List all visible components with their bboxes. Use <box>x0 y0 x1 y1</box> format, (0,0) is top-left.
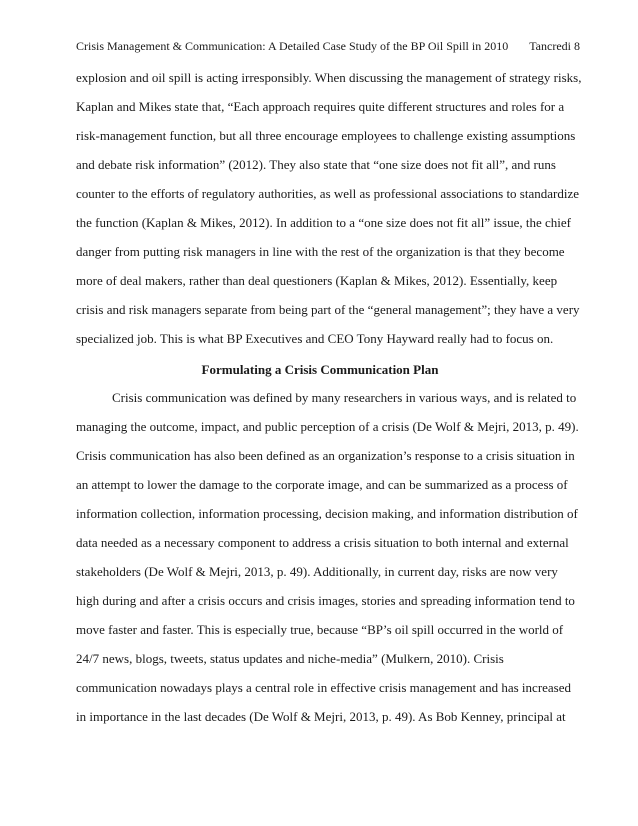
text-line: move faster and faster. This is especially true, because “BP’s oil spill occurred in the world of <box>76 622 564 637</box>
text-line: 24/7 news, blogs, tweets, status updates and niche-media” (Mulkern, 2010). Crisis <box>76 651 504 666</box>
text-line: high during and after a crisis occurs and crisis images, stories and spreading information tend to <box>76 593 575 608</box>
text-line: specialized job. This is what BP Executives and CEO Tony Hayward really had to focus on. <box>76 331 554 346</box>
text-line: crisis and risk managers separate from being part of the “general management”; they have a very <box>76 302 580 317</box>
text-line: Kaplan and Mikes state that, “Each approach requires quite different structures and roles for a <box>76 99 565 114</box>
text-line: stakeholders (De Wolf & Mejri, 2013, p. 49). Additionally, in current day, risks are now very <box>76 564 558 579</box>
text-line: managing the outcome, impact, and public perception of a crisis (De Wolf & Mejri, 2013, p. 49). <box>76 419 579 434</box>
text-line: in importance in the last decades (De Wolf & Mejri, 2013, p. 49). As Bob Kenney, principal at <box>76 709 566 724</box>
document-body <box>76 63 596 731</box>
text-line: counter to the efforts of regulatory authorities, as well as professional associations to standardize <box>76 186 580 201</box>
text-line: an attempt to lower the damage to the corporate image, and can be summarized as a process of <box>76 477 568 492</box>
section-heading: Formulating a Crisis Communication Plan <box>201 362 439 377</box>
text-line: information collection, information processing, decision making, and information distribution of <box>76 506 578 521</box>
text-line: and debate risk information” (2012). They also state that “one size does not fit all”, and runs <box>76 157 556 172</box>
text-line: the function (Kaplan & Mikes, 2012). In addition to a “one size does not fit all” issue, the chief <box>76 215 571 230</box>
paragraph-strategy-risks <box>76 63 596 353</box>
text-line: Crisis communication was defined by many researchers in various ways, and is related to <box>112 390 577 405</box>
paragraph-crisis-communication <box>76 383 596 731</box>
text-line: danger from putting risk managers in line with the rest of the organization is that they become <box>76 244 565 259</box>
text-line: communication nowadays plays a central role in effective crisis management and has increased <box>76 680 572 695</box>
text-line: Crisis communication has also been defined as an organization’s response to a crisis situation in <box>76 448 575 463</box>
text-line: risk-management function, but all three encourage employees to challenge existing assumptions <box>76 128 576 143</box>
text-line: more of deal makers, rather than deal questioners (Kaplan & Mikes, 2012). Essentially, keep <box>76 273 558 288</box>
text-line: explosion and oil spill is acting irresponsibly. When discussing the management of strategy risks, <box>76 70 582 85</box>
text-line: data needed as a necessary component to address a crisis situation to both internal and external <box>76 535 569 550</box>
author-page-number: Tancredi 8 <box>529 39 580 53</box>
running-title: Crisis Management & Communication: A Detailed Case Study of the BP Oil Spill in 2010 <box>76 39 509 53</box>
